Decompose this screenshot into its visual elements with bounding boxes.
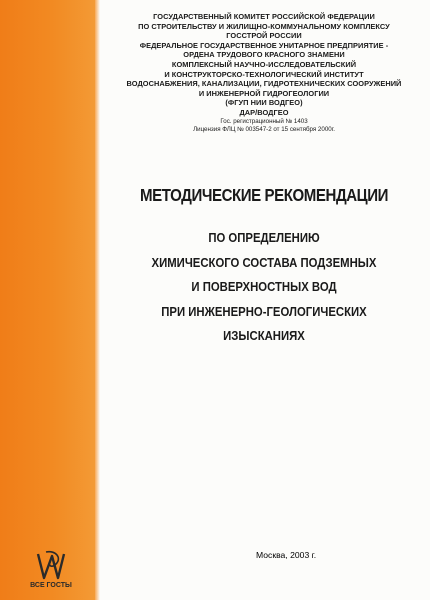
- logo-text: ВСЕ ГОСТЫ: [30, 582, 72, 589]
- org-line-1: ГОСУДАРСТВЕННЫЙ КОМИТЕТ РОССИЙСКОЙ ФЕДЕРАЦИИ: [153, 12, 375, 21]
- publisher-logo: [22, 548, 80, 590]
- org-line-10: (ФГУП НИИ ВОДГЕО): [225, 98, 303, 108]
- org-line-7: И КОНСТРУКТОРСКО-ТЕХНОЛОГИЧЕСКИЙ ИНСТИТУТ: [164, 69, 364, 79]
- place-and-year: Москва, 2003 г.: [256, 550, 317, 560]
- org-line-11: ДАР/ВОДГЕО: [239, 107, 289, 117]
- document-subtitle: [105, 226, 423, 349]
- subtitle-line-2: ХИМИЧЕСКОГО СОСТАВА ПОДЗЕМНЫХ: [151, 255, 377, 270]
- org-line-8: ВОДОСНАБЖЕНИЯ, КАНАЛИЗАЦИИ, ГИДРОТЕХНИЧЕСКИХ СООРУЖЕНИЙ: [126, 79, 402, 89]
- subtitle-line-4: ПРИ ИНЖЕНЕРНО-ГЕОЛОГИЧЕСКИХ: [161, 304, 367, 319]
- org-line-5: ОРДЕНА ТРУДОВОГО КРАСНОГО ЗНАМЕНИ: [183, 50, 345, 60]
- license-number: Лицензия ФЛЦ № 003547-2 от 15 сентября 2000г.: [193, 125, 335, 133]
- document-title: МЕТОДИЧЕСКИЕ РЕКОМЕНДАЦИИ: [139, 185, 389, 205]
- registration-number: Гос. регистрационный № 1403: [220, 117, 308, 125]
- orange-side-stripe: [0, 0, 95, 600]
- org-line-4: ФЕДЕРАЛЬНОЕ ГОСУДАРСТВЕННОЕ УНИТАРНОЕ ПРЕДПРИЯТИЕ -: [139, 40, 389, 50]
- subtitle-line-1: ПО ОПРЕДЕЛЕНИЮ: [208, 231, 320, 245]
- issuing-organization-block: [105, 12, 423, 134]
- org-line-9: И ИНЖЕНЕРНОЙ ГИДРОГЕОЛОГИИ: [198, 88, 330, 98]
- org-line-2: ПО СТРОИТЕЛЬСТВУ И ЖИЛИЩНО-КОММУНАЛЬНОМУ КОМПЛЕКСУ: [138, 21, 390, 31]
- stripe-edge-fade: [95, 0, 100, 600]
- subtitle-line-5: ИЗЫСКАНИЯХ: [223, 329, 305, 344]
- org-line-3: ГОССТРОЙ РОССИИ: [226, 31, 302, 41]
- org-line-6: КОМПЛЕКСНЫЙ НАУЧНО-ИССЛЕДОВАТЕЛЬСКИЙ: [171, 59, 357, 69]
- subtitle-line-3: И ПОВЕРХНОСТНЫХ ВОД: [191, 280, 337, 295]
